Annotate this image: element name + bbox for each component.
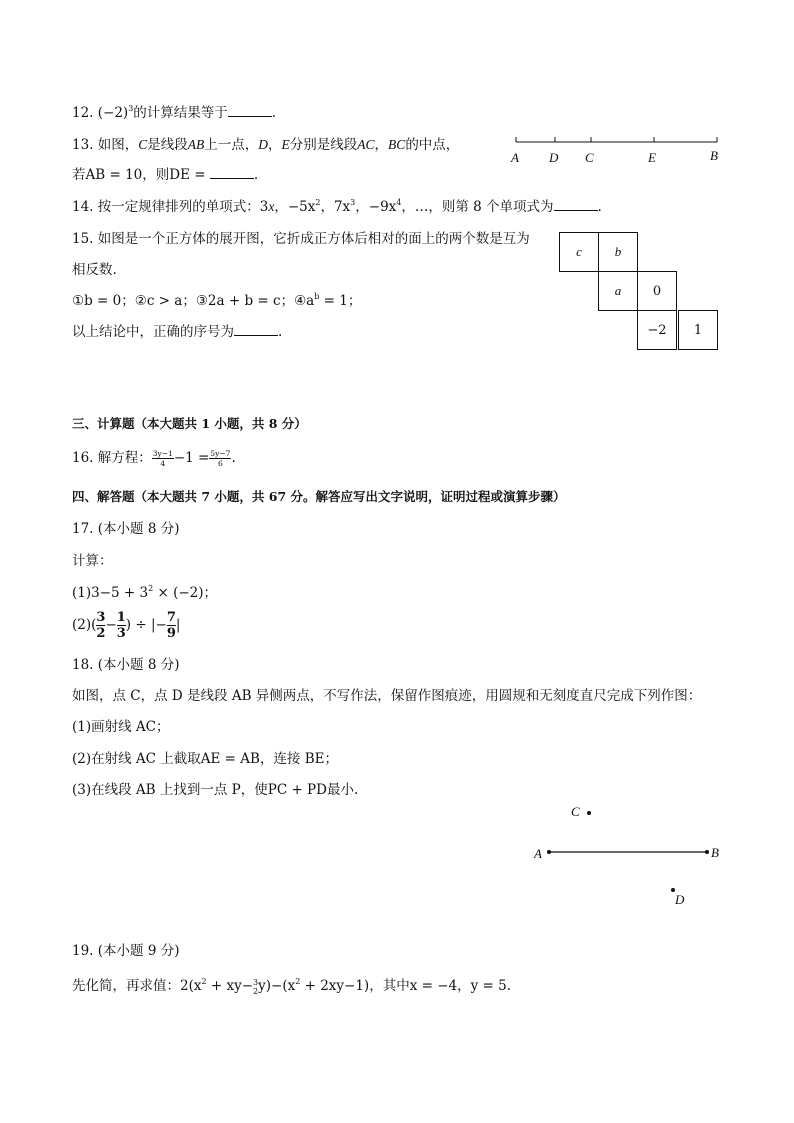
section-4-title: 四、解答题（本大题共 7 小题，共 67 分。解答应写出文字说明，证明过程或演算步骤） (72, 489, 566, 504)
question-15-options: ①b = 0；②c > a；③2a + b = c；$④a^b = 1$； (72, 292, 362, 309)
question-18-head: 18. (本小题 8 分) (72, 657, 180, 673)
question-17-part2: (2)( $\frac{3}{2}$ − $\frac{1}{3}$ ) ÷ |− $\frac{7}{9}$ | (72, 610, 181, 641)
point-label-a: A (511, 150, 519, 165)
question-18-intro: 如图，点 C，点 D 是线段 AB 异侧两点，不写作法，保留作图痕迹，用圆规和无刻度直尺完成下列作图： (72, 688, 702, 704)
answer-blank (554, 198, 598, 211)
question-15-line1: 15. 如图是一个正方体的展开图，它折成正方体后相对的面上的两个数是互为 (72, 231, 530, 247)
net-cell-b: b (598, 232, 638, 272)
point-label-c: C (585, 150, 594, 165)
net-cell-a: a (598, 271, 638, 311)
net-cell-1: 1 (678, 310, 718, 350)
answer-blank (210, 166, 254, 179)
segment-line (510, 134, 725, 154)
ab-segment-figure (540, 800, 730, 900)
fraction-right: $\frac{5y-7}{6}$ (210, 449, 231, 468)
point-label-d: D (549, 150, 559, 165)
question-17-head: 17. (本小题 8 分) (72, 521, 180, 537)
question-16: 16. 解方程： $\frac{3y-1}{4}$ −1 = $\frac{5y-7}{6}$ . (72, 449, 236, 468)
question-19-body: 先化简，再求值：$2(x^2 + xy-$ 3 2 $y)-(x^2 + 2xy-1)$，其中x = −4，y = 5. (72, 977, 512, 996)
net-cell-minus2: −2 (637, 310, 677, 350)
point-label-b: B (710, 148, 718, 163)
section-3-title: 三、计算题（本大题共 1 小题，共 8 分） (72, 416, 307, 431)
question-13-line2: 若AB = 10，则DE = . (72, 167, 259, 183)
answer-blank (234, 323, 278, 336)
question-12: 12. $(-2)^3$的计算结果等于 . (72, 104, 277, 121)
question-18-part2: (2)在射线 AC 上截取AE = AB，连接 BE； (72, 751, 339, 767)
question-18-part3: (3)在线段 AB 上找到一点 P，使PC + PD最小. (72, 782, 359, 798)
question-19-head: 19. (本小题 9 分) (72, 943, 180, 959)
question-18-part1: (1)画射线 AC； (72, 719, 170, 735)
fraction-7-9: $\frac{7}{9}$ (166, 610, 176, 641)
point-label-b: B (711, 845, 719, 860)
fraction-left: $\frac{3y-1}{4}$ (152, 449, 173, 468)
fraction-1-3: $\frac{1}{3}$ (116, 610, 126, 641)
point-label-e: E (648, 150, 656, 165)
fraction-3-2: $\frac{3}{2}$ (96, 610, 106, 641)
point-label-c: C (571, 804, 580, 819)
question-17-intro: 计算： (72, 553, 113, 569)
point-label-d: D (675, 892, 685, 907)
answer-blank (228, 104, 272, 117)
fraction-3-2: 3 2 (253, 977, 259, 996)
question-14: 14. 按一定规律排列的单项式：3x，$-5x^2$，$7x^3$，$-9x^4$，…，则第 8 个单项式为 . (72, 198, 602, 215)
point-label-a: A (534, 846, 542, 861)
question-15-line4: 以上结论中，正确的序号为 . (72, 324, 283, 340)
net-cell-0: 0 (637, 271, 677, 311)
question-15-line2: 相反数. (72, 262, 117, 278)
net-cell-c: c (559, 232, 599, 272)
question-17-part1: $(1)3-5 + 3^2 \times (-2)$； (72, 584, 218, 601)
question-13-line1: 13. 如图，C是线段AB上一点，D，E分别是线段AC，BC的中点， (72, 137, 460, 153)
